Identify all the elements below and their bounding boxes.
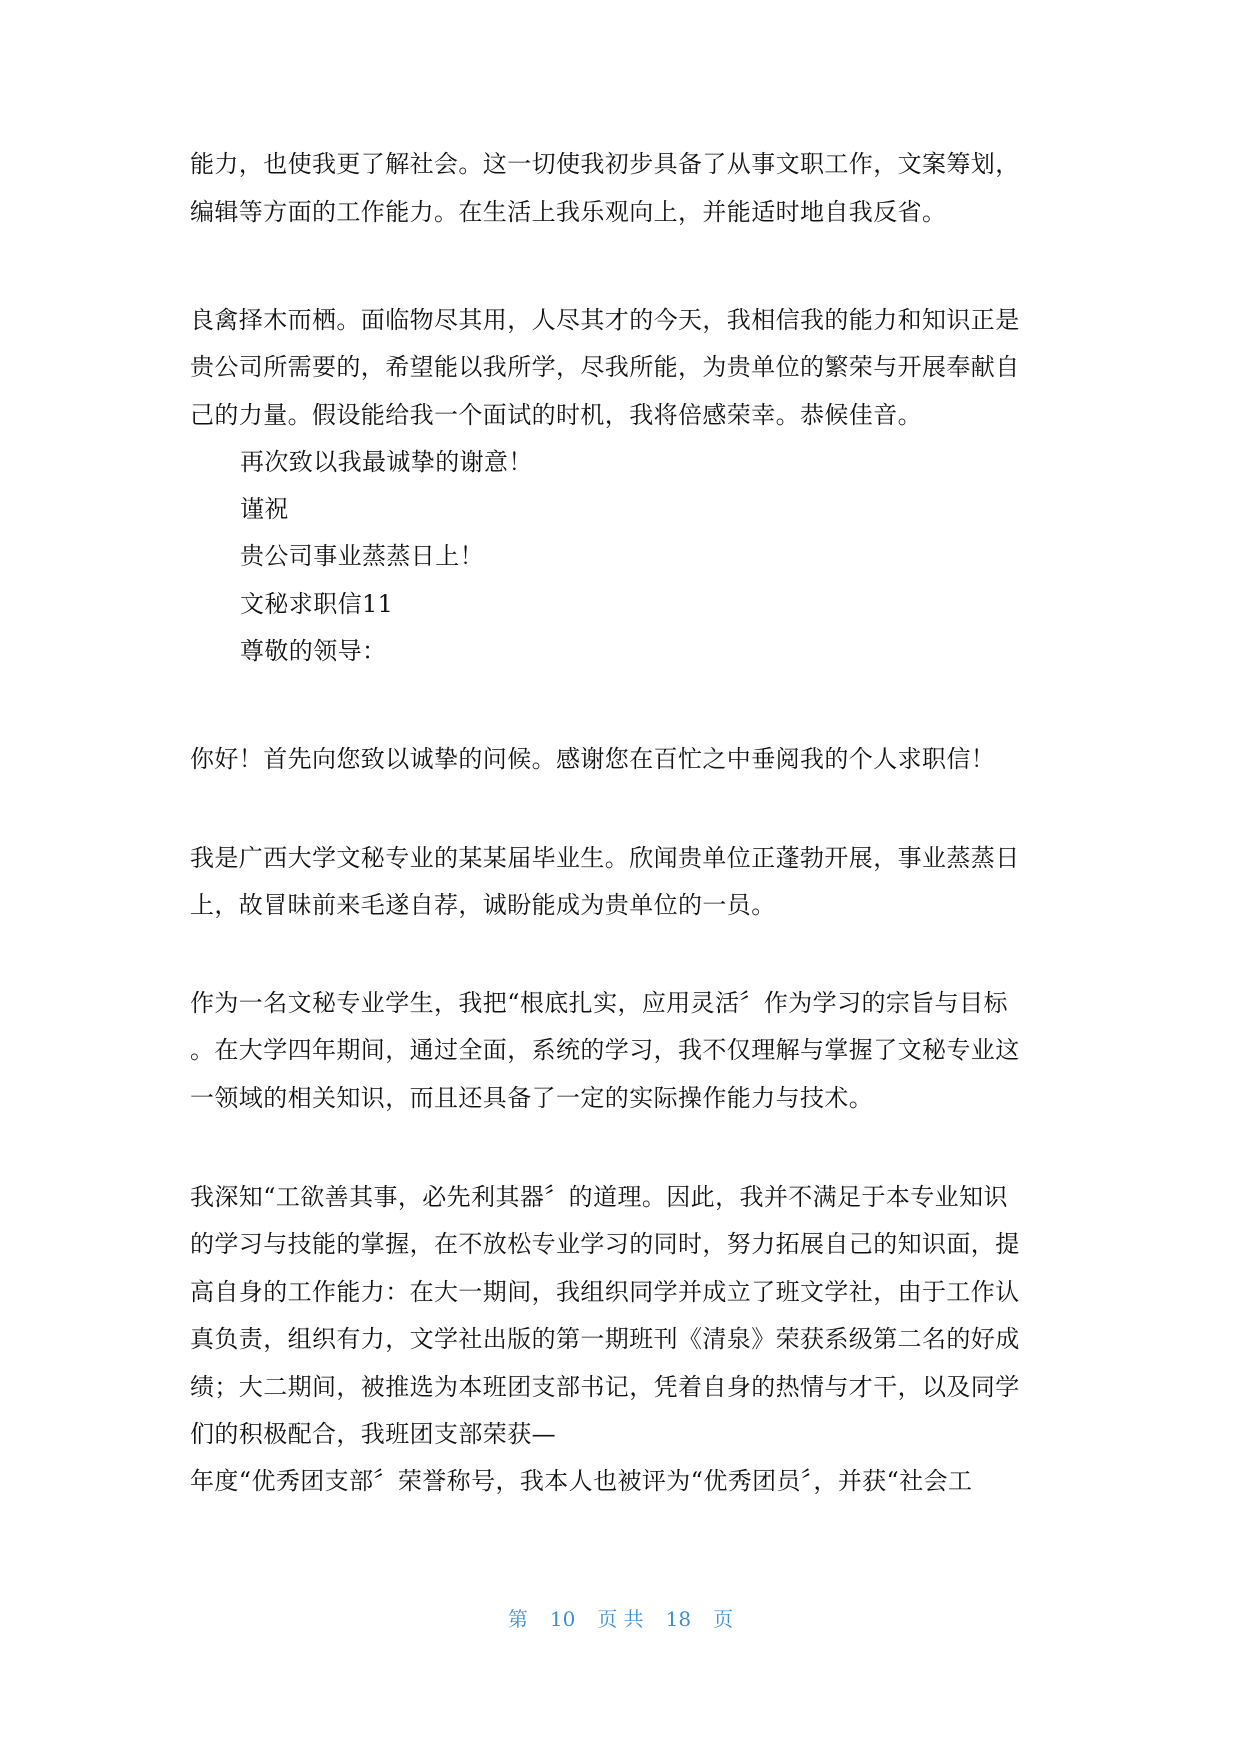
body-text-line: 们的积极配合，我班团支部荣获— <box>190 1420 556 1448</box>
closing-thanks: 再次致以我最诚挚的谢意！ <box>240 448 533 476</box>
body-text-line: 编辑等方面的工作能力。在生活上我乐观向上，并能适时地自我反省。 <box>190 198 947 226</box>
body-text-line: 上，故冒昧前来毛遂自荐，诚盼能成为贵单位的一员。 <box>190 891 776 919</box>
page-footer <box>0 1606 1241 1632</box>
body-text-line: 。在大学四年期间，通过全面，系统的学习，我不仅理解与掌握了文秘专业这 <box>190 1036 1020 1064</box>
body-text-line: 你好！首先向您致以诚挚的问候。感谢您在百忙之中垂阅我的个人求职信！ <box>190 745 996 773</box>
footer-total-pages: 18 <box>665 1607 692 1631</box>
body-text-line: 我深知“工欲善其事，必先利其器〞的道理。因此，我并不满足于本专业知识 <box>190 1183 1008 1211</box>
body-text-line: 的学习与技能的掌握，在不放松专业学习的同时，努力拓展自己的知识面，提 <box>190 1230 1020 1258</box>
body-text-line: 真负责，组织有力，文学社出版的第一期班刊《清泉》荣获系级第二名的好成 <box>190 1325 1020 1353</box>
body-text-line: 能力，也使我更了解社会。这一切使我初步具备了从事文职工作，文案筹划， <box>190 150 1020 178</box>
body-text-line: 作为一名文秘专业学生，我把“根底扎实，应用灵活〞作为学习的宗旨与目标 <box>190 989 1008 1017</box>
body-text-line: 一领域的相关知识，而且还具备了一定的实际操作能力与技术。 <box>190 1084 874 1112</box>
footer-prefix: 第 <box>507 1607 528 1631</box>
letter-heading: 文秘求职信11 <box>240 590 394 618</box>
body-text-line: 我是广西大学文秘专业的某某届毕业生。欣闻贵单位正蓬勃开展，事业蒸蒸日 <box>190 844 1020 872</box>
closing-wish: 贵公司事业蒸蒸日上！ <box>240 542 484 570</box>
footer-middle: 页 共 <box>597 1607 644 1631</box>
body-text-line: 己的力量。假设能给我一个面试的时机，我将倍感荣幸。恭候佳音。 <box>190 401 922 429</box>
body-text-line: 良禽择木而栖。面临物尽其用，人尽其才的今天，我相信我的能力和知识正是 <box>190 306 1020 334</box>
body-text-line: 绩；大二期间，被推选为本班团支部书记，凭着自身的热情与才干，以及同学 <box>190 1373 1020 1401</box>
body-text-line: 高自身的工作能力：在大一期间，我组织同学并成立了班文学社，由于工作认 <box>190 1278 1020 1306</box>
body-text-line: 年度“优秀团支部〞荣誉称号，我本人也被评为“优秀团员〞，并获“社会工 <box>190 1467 973 1495</box>
footer-suffix: 页 <box>713 1607 734 1631</box>
letter-greeting: 尊敬的领导： <box>240 637 387 665</box>
body-text-line: 贵公司所需要的，希望能以我所学，尽我所能，为贵单位的繁荣与开展奉献自 <box>190 353 1020 381</box>
footer-current-page: 10 <box>549 1607 576 1631</box>
closing-salutation: 谨祝 <box>240 495 289 523</box>
